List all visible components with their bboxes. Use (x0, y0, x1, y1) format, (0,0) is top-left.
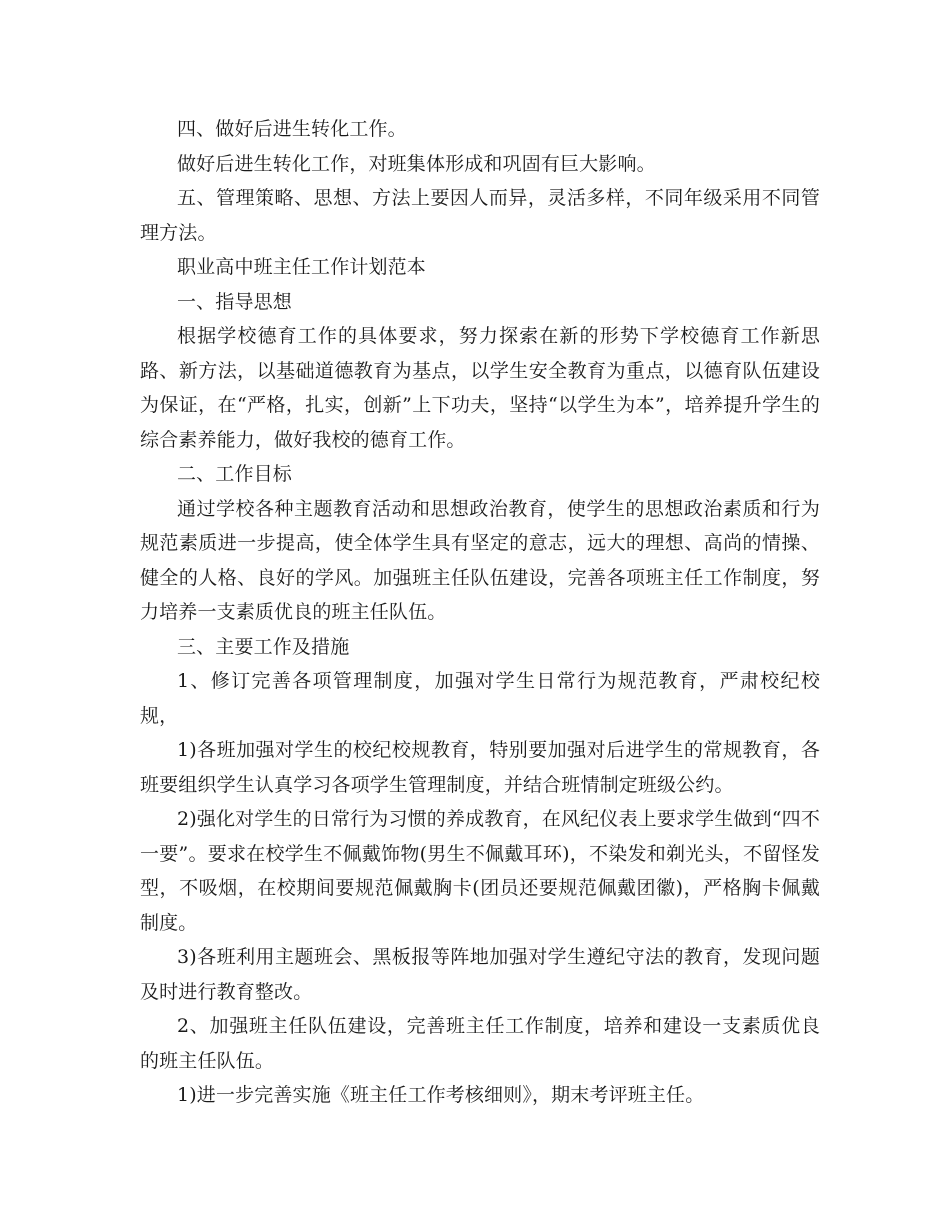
section-heading: 三、主要工作及措施 (177, 635, 350, 658)
document-body (140, 112, 820, 1113)
section-title: 职业高中班主任工作计划范本 (177, 256, 426, 278)
section-heading: 二、工作目标 (177, 463, 292, 485)
paragraph: 1、修订完善各项管理制度，加强对学生日常行为规范教育，严肃校纪校规， (140, 670, 820, 727)
paragraph: 1)进一步完善实施《班主任工作考核细则》，期末考评班主任。 (177, 1084, 705, 1106)
paragraph: 2、加强班主任队伍建设，完善班主任工作制度，培养和建设一支素质优良的班主任队伍。 (140, 1015, 820, 1072)
paragraph: 3)各班利用主题班会、黑板报等阵地加强对学生遵纪守法的教育，发现问题及时进行教育整改。 (140, 946, 820, 1003)
paragraph: 通过学校各种主题教育活动和思想政治教育，使学生的思想政治素质和行为规范素质进一步提高，使全体学生具有坚定的意志，远大的理想、高尚的情操、健全的人格、良好的学风。加强班主任队伍建设，完善各项班主任工作制度，努力培养一支素质优良的班主任队伍。 (140, 497, 820, 623)
paragraph: 五、管理策略、思想、方法上要因人而异，灵活多样，不同年级采用不同管理方法。 (140, 187, 820, 244)
paragraph: 根据学校德育工作的具体要求，努力探索在新的形势下学校德育工作新思路、新方法，以基础道德教育为基点，以学生安全教育为重点，以德育队伍建设为保证，在“严格，扎实，创新”上下功夫，坚持“以学生为本”，培养提升学生的综合素养能力，做好我校的德育工作。 (140, 325, 820, 451)
paragraph: 做好后进生转化工作，对班集体形成和巩固有巨大影响。 (177, 152, 656, 175)
paragraph: 四、做好后进生转化工作。 (177, 118, 407, 140)
paragraph: 2)强化对学生的日常行为习惯的养成教育，在风纪仪表上要求学生做到“四不一要”。要求在校学生不佩戴饰物(男生不佩戴耳环)，不染发和剃光头，不留怪发型，不吸烟，在校期间要规范佩戴胸卡(团员还要规范佩戴团徽)，严格胸卡佩戴制度。 (140, 808, 820, 934)
section-heading: 一、指导思想 (177, 290, 292, 313)
paragraph: 1)各班加强对学生的校纪校规教育，特别要加强对后进学生的常规教育，各班要组织学生认真学习各项学生管理制度，并结合班情制定班级公约。 (140, 739, 820, 796)
